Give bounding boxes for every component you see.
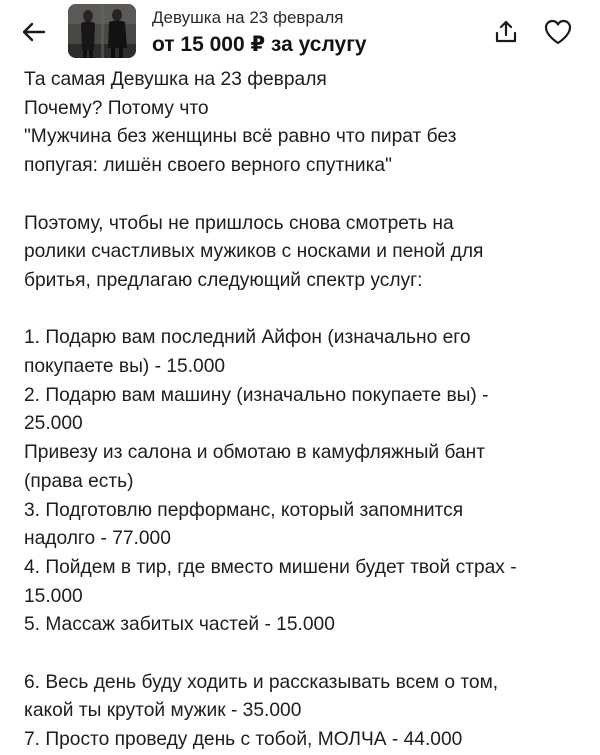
description-blank-line xyxy=(24,640,594,669)
photo-thumbnail-image xyxy=(68,4,136,58)
heart-icon xyxy=(542,17,574,47)
listing-header xyxy=(0,0,600,62)
description-line: попугая: лишён своего верного спутника" xyxy=(24,155,392,177)
service-item-3-cont: надолго - 77.000 xyxy=(24,528,171,550)
service-item-1: 1. Подарю вам последний Айфон (изначально его xyxy=(24,327,471,349)
service-item-1-cont: покупаете вы) - 15.000 xyxy=(24,356,226,377)
description-line: ролики счастливых мужиков с носками и пеной для xyxy=(24,241,484,263)
service-item-5: 5. Массаж забитых частей - 15.000 xyxy=(24,614,335,636)
listing-subtitle: Девушка на 23 февраля xyxy=(152,8,344,27)
service-item-4-cont: 15.000 xyxy=(24,585,83,607)
description-line: бритья, предлагаю следующий спектр услуг: xyxy=(24,269,423,291)
arrow-left-icon xyxy=(20,18,48,46)
listing-price: от 15 000 ₽ за услугу xyxy=(152,33,367,56)
service-item-6-cont: какой ты крутой мужик - 35.000 xyxy=(24,700,302,722)
description-line: "Мужчина без женщины всё равно что пират без xyxy=(24,126,457,148)
service-item-3: 3. Подготовлю перформанс, который запомнится xyxy=(24,499,464,521)
service-item-2-cont: 25.000 xyxy=(24,413,83,435)
description-blank-line xyxy=(24,181,594,210)
service-item-2-note-cont: (права есть) xyxy=(24,470,134,492)
service-item-7: 7. Просто проведу день с тобой, МОЛЧА - 44.000 xyxy=(24,729,463,751)
description-line: Почему? Потому что xyxy=(24,97,209,119)
share-icon xyxy=(492,18,520,46)
description-blank-line xyxy=(24,296,594,325)
back-button[interactable] xyxy=(14,12,54,52)
listing-title-block xyxy=(152,8,482,58)
favorite-button[interactable] xyxy=(538,14,578,50)
service-item-2-note: Привезу из салона и обмотаю в камуфляжный бант xyxy=(24,442,486,464)
listing-description xyxy=(24,66,594,755)
listing-thumbnail[interactable] xyxy=(68,4,136,58)
service-item-2: 2. Подарю вам машину (изначально покупаете вы) - xyxy=(24,384,489,406)
description-line: Та самая Девушка на 23 февраля xyxy=(24,69,327,90)
service-item-4: 4. Пойдем в тир, где вместо мишени будет твой страх - xyxy=(24,556,517,578)
share-button[interactable] xyxy=(488,14,524,50)
service-item-6: 6. Весь день буду ходить и рассказывать всем о том, xyxy=(24,671,499,693)
description-line: Поэтому, чтобы не пришлось снова смотреть на xyxy=(24,212,454,234)
